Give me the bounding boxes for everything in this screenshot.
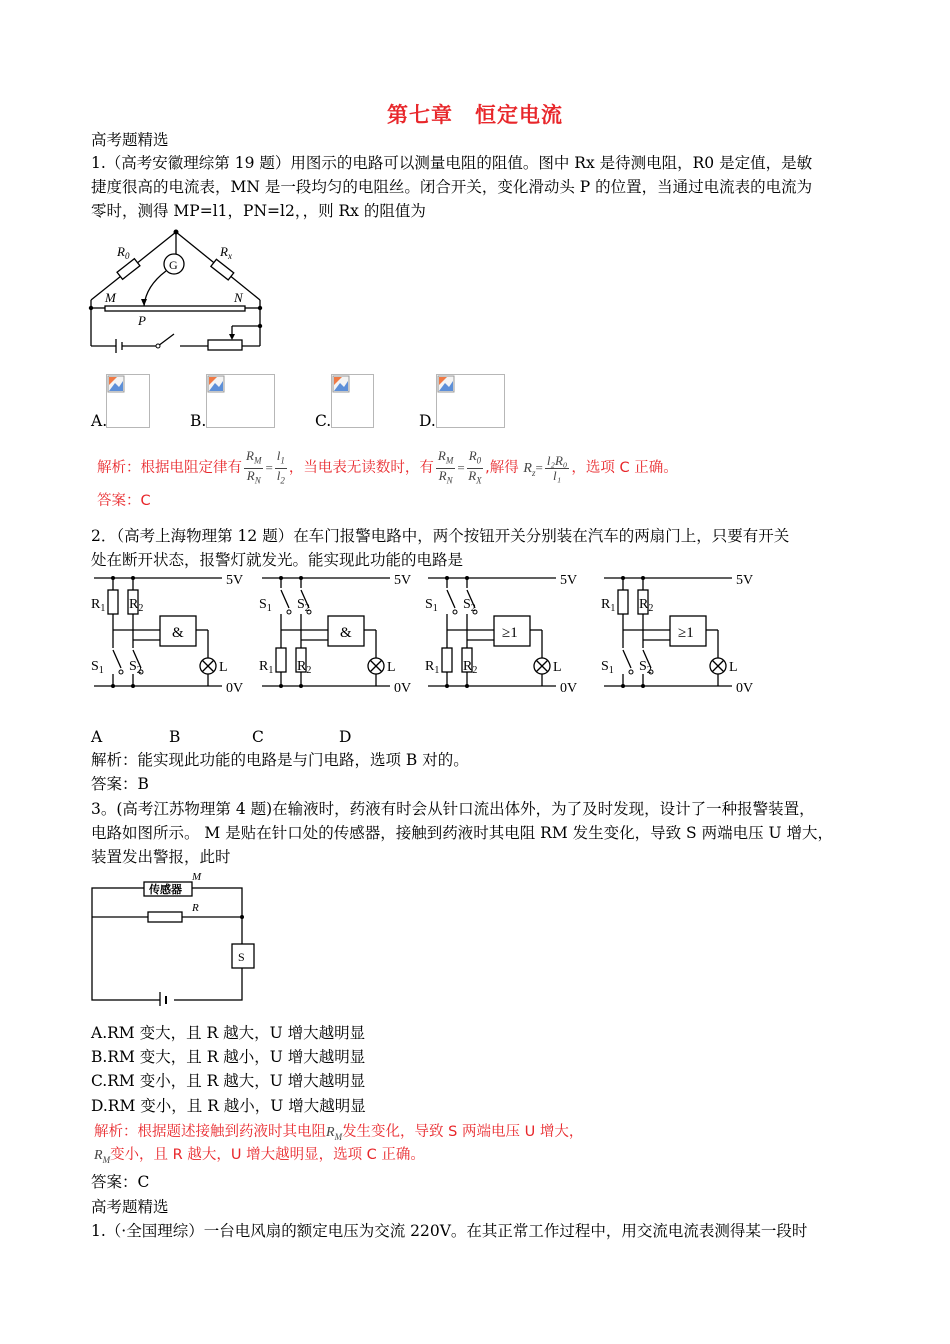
rm-symbol: $R_M$ bbox=[326, 1125, 343, 1142]
q2-answer: 答案：B bbox=[91, 775, 149, 793]
broken-image-icon bbox=[207, 375, 225, 393]
circuit-3-top-label-1: $S_1$ bbox=[425, 597, 438, 614]
circuit-4-node-3 bbox=[621, 684, 625, 688]
circuit-1-0v-label: 0V bbox=[226, 681, 244, 696]
q2-choice-d: D bbox=[339, 728, 352, 746]
option-b-label: B. bbox=[190, 412, 207, 430]
circuit-1-node-1 bbox=[111, 576, 115, 580]
circuit-1-gate-symbol: & bbox=[172, 625, 184, 641]
circuit-2-top-label-2: $S_2$ bbox=[297, 597, 310, 614]
circuit-3-top-label-2: $S_2$ bbox=[463, 597, 476, 614]
option-c-label: C. bbox=[315, 412, 332, 430]
circuit-2-top-label-1: $S_1$ bbox=[259, 597, 272, 614]
circuit-1-top-resistor-1 bbox=[108, 590, 118, 614]
circuit-1-top-label-1: $R_1$ bbox=[91, 597, 106, 614]
q2-choice-c: C bbox=[252, 728, 264, 746]
q3-text-line-2: 电路如图所示。 M 是贴在针口处的传感器，接触到药液时其电阻 RM 发生变化，导致 S 两端电压 U 增大， bbox=[91, 824, 834, 842]
circuit-3-top-switch-1-contact bbox=[453, 610, 457, 614]
option-b-image bbox=[206, 374, 275, 428]
circuit-4-bottom-switch-1-contact bbox=[629, 670, 633, 674]
q3-analysis-line-2: $R_M$变小，且 R 越大，U 增大越明显，选项 C 正确。 bbox=[94, 1147, 425, 1165]
circuit-2-5v-label: 5V bbox=[394, 573, 412, 588]
q2-text-line-1: 2．（高考上海物理第 12 题）在车门报警电路中，两个按钮开关分别装在汽车的两扇门上，只要有开关 bbox=[91, 527, 790, 545]
circuit-2-bottom-resistor-1 bbox=[276, 648, 286, 672]
q1-answer: 答案：C bbox=[97, 493, 151, 509]
chapter-title: 第七章 恒定电流 bbox=[387, 102, 563, 127]
circuit-3-bottom-label-2: $R_2$ bbox=[463, 659, 478, 676]
circuit-4-bottom-label-2: $S_2$ bbox=[639, 659, 652, 676]
circuit-3-bottom-label-1: $R_1$ bbox=[425, 659, 440, 676]
circuit-3-node-3 bbox=[445, 684, 449, 688]
n-label: N bbox=[234, 290, 243, 305]
circuit-2-top-switch-1-contact bbox=[287, 610, 291, 614]
q3-option-b: B.RM 变大，且 R 越小，U 增大越明显 bbox=[91, 1048, 366, 1066]
circuit-3-bottom-resistor-1 bbox=[442, 648, 452, 672]
circuit-1-node-2 bbox=[131, 576, 135, 580]
galvanometer-label: G bbox=[169, 258, 178, 272]
rm-symbol: $R_M$ bbox=[94, 1148, 111, 1165]
circuit-3-0v-label: 0V bbox=[560, 681, 578, 696]
q1-text-line-3: 零时，测得 MP=l1，PN=l2，，则 Rx 的阻值为 bbox=[91, 202, 426, 220]
circuit-4-top-label-1: $R_1$ bbox=[601, 597, 616, 614]
circuit-1-5v-label: 5V bbox=[226, 573, 244, 588]
circuit-1-bottom-switch-1-contact bbox=[119, 670, 123, 674]
option-a-image bbox=[106, 374, 150, 428]
circuit-2-lamp-label: L bbox=[387, 660, 396, 675]
circuit-4-node-1 bbox=[621, 576, 625, 580]
m-label: M bbox=[105, 290, 116, 305]
broken-image-icon bbox=[332, 375, 350, 393]
q3-analysis-line-1: 解析：根据题述接触到药液时其电阻$R_M$发生变化，导致 S 两端电压 U 增大， bbox=[94, 1124, 584, 1142]
frac-result: $\frac{\text{l₂R₀}}{\text{l₁}}$ bbox=[546, 452, 568, 483]
s-label: S bbox=[238, 950, 245, 964]
broken-image-icon bbox=[437, 375, 455, 393]
circuit-3-lamp-label: L bbox=[553, 660, 562, 675]
q2-text-line-2: 处在断开状态，报警灯就发光。能实现此功能的电路是 bbox=[91, 551, 464, 569]
circuit-2-node-1 bbox=[279, 576, 283, 580]
circuit-2-node-3 bbox=[279, 684, 283, 688]
circuit-4-lamp-label: L bbox=[729, 660, 738, 675]
circuit-1-node-3 bbox=[111, 684, 115, 688]
circuit-4-gate-symbol: ≥1 bbox=[678, 625, 694, 641]
option-d-image bbox=[436, 374, 505, 428]
circuit-1-node-4 bbox=[131, 684, 135, 688]
frac-r0-rx: $\frac{R_0}{R_X}$ bbox=[468, 447, 482, 486]
section-heading-2: 高考题精选 bbox=[91, 1198, 169, 1216]
circuit-2-node-2 bbox=[299, 576, 303, 580]
q1-text-line-1: 1.（高考安徽理综第 19 题）用图示的电路可以测量电阻的阻值。图中 Rx 是待测电阻，R0 是定值，是敏 bbox=[91, 154, 813, 172]
q3-text-line-1: 3。(高考江苏物理第 4 题)在输液时，药液有时会从针口流出体外，为了及时发现，设计了一种报警装置， bbox=[91, 800, 815, 818]
rx-label: $R_x$ bbox=[220, 244, 232, 261]
q3-sensor-circuit-diagram bbox=[88, 866, 258, 1006]
q2-choice-b: B bbox=[169, 728, 181, 746]
circuit-4-5v-label: 5V bbox=[736, 573, 754, 588]
q1-bridge-circuit-diagram bbox=[88, 226, 268, 356]
p-label: P bbox=[138, 313, 146, 328]
broken-image-icon bbox=[107, 375, 125, 393]
q2-logic-gate-circuits bbox=[88, 570, 768, 698]
circuit-3-node-1 bbox=[445, 576, 449, 580]
q3-option-d: D.RM 变小，且 R 越小，U 增大越明显 bbox=[91, 1097, 366, 1115]
circuit-4-node-2 bbox=[641, 576, 645, 580]
r-label: R bbox=[192, 902, 199, 914]
q3-option-a: A.RM 变大，且 R 越大，U 增大越明显 bbox=[91, 1024, 366, 1042]
frac-l1-l2: $\frac{l_1}{l_2}$ bbox=[276, 447, 285, 486]
circuit-4-node-4 bbox=[641, 684, 645, 688]
circuit-2-node-4 bbox=[299, 684, 303, 688]
circuit-3-node-2 bbox=[465, 576, 469, 580]
circuit-2-gate-symbol: & bbox=[340, 625, 352, 641]
r0-label: $R_0$ bbox=[117, 244, 130, 261]
rz-symbol: $R_z$ bbox=[523, 461, 536, 478]
q4-text-line-1: 1.（·全国理综）一台电风扇的额定电压为交流 220V。在其正常工作过程中，用交流电流表测得某一段时 bbox=[91, 1222, 808, 1240]
option-a-label: A. bbox=[91, 412, 108, 430]
circuit-2-0v-label: 0V bbox=[394, 681, 412, 696]
circuit-4-bottom-label-1: $S_1$ bbox=[601, 659, 614, 676]
option-c-image bbox=[331, 374, 374, 428]
frac-rm-rn-2: $\frac{R_M}{R_N}$ bbox=[437, 447, 454, 486]
q1-text-line-2: 捷度很高的电流表，MN 是一段均匀的电阻丝。闭合开关，变化滑动头 P 的位置，当通过电流表的电流为 bbox=[91, 178, 813, 196]
q2-choice-a: A bbox=[91, 728, 103, 746]
circuit-2-bottom-label-1: $R_1$ bbox=[259, 659, 274, 676]
circuit-4-top-label-2: $R_2$ bbox=[639, 597, 654, 614]
frac-rm-rn: $\frac{R_M}{R_N}$ bbox=[246, 447, 262, 486]
circuit-3-node-4 bbox=[465, 684, 469, 688]
circuit-4-0v-label: 0V bbox=[736, 681, 754, 696]
q2-analysis: 解析：能实现此功能的电路是与门电路，选项 B 对的。 bbox=[91, 751, 469, 769]
section-heading: 高考题精选 bbox=[91, 131, 169, 149]
m-label: M bbox=[192, 871, 202, 883]
sensor-label: 传感器 bbox=[149, 884, 182, 896]
q3-option-c: C.RM 变小，且 R 越大，U 增大越明显 bbox=[91, 1072, 366, 1090]
circuit-3-gate-symbol: ≥1 bbox=[502, 625, 518, 641]
circuit-3-5v-label: 5V bbox=[560, 573, 578, 588]
q3-answer: 答案：C bbox=[91, 1173, 150, 1191]
circuit-2-bottom-label-2: $R_2$ bbox=[297, 659, 312, 676]
q1-analysis: 解析：根据电阻定律有 $\frac{R_M}{R_N}$ = $\frac{l_1}{l_2}$ ，当电表无读数时，有 $\frac{R_M}{R_N}$ = $\frac{R_0}{R_X}$ ,解得 $R_z=$ $\frac{\text{l₂R₀}}{\text{l₁}}$ ，选项 C 正确。 bbox=[97, 447, 678, 486]
q3-text-line-3: 装置发出警报，此时 bbox=[91, 848, 231, 866]
circuit-4-top-resistor-1 bbox=[618, 590, 628, 614]
circuit-1-lamp-label: L bbox=[219, 660, 228, 675]
circuit-1-top-label-2: $R_2$ bbox=[129, 597, 144, 614]
circuit-1-bottom-label-2: $S_2$ bbox=[129, 659, 142, 676]
option-d-label: D. bbox=[419, 412, 436, 430]
circuit-1-bottom-label-1: $S_1$ bbox=[91, 659, 104, 676]
